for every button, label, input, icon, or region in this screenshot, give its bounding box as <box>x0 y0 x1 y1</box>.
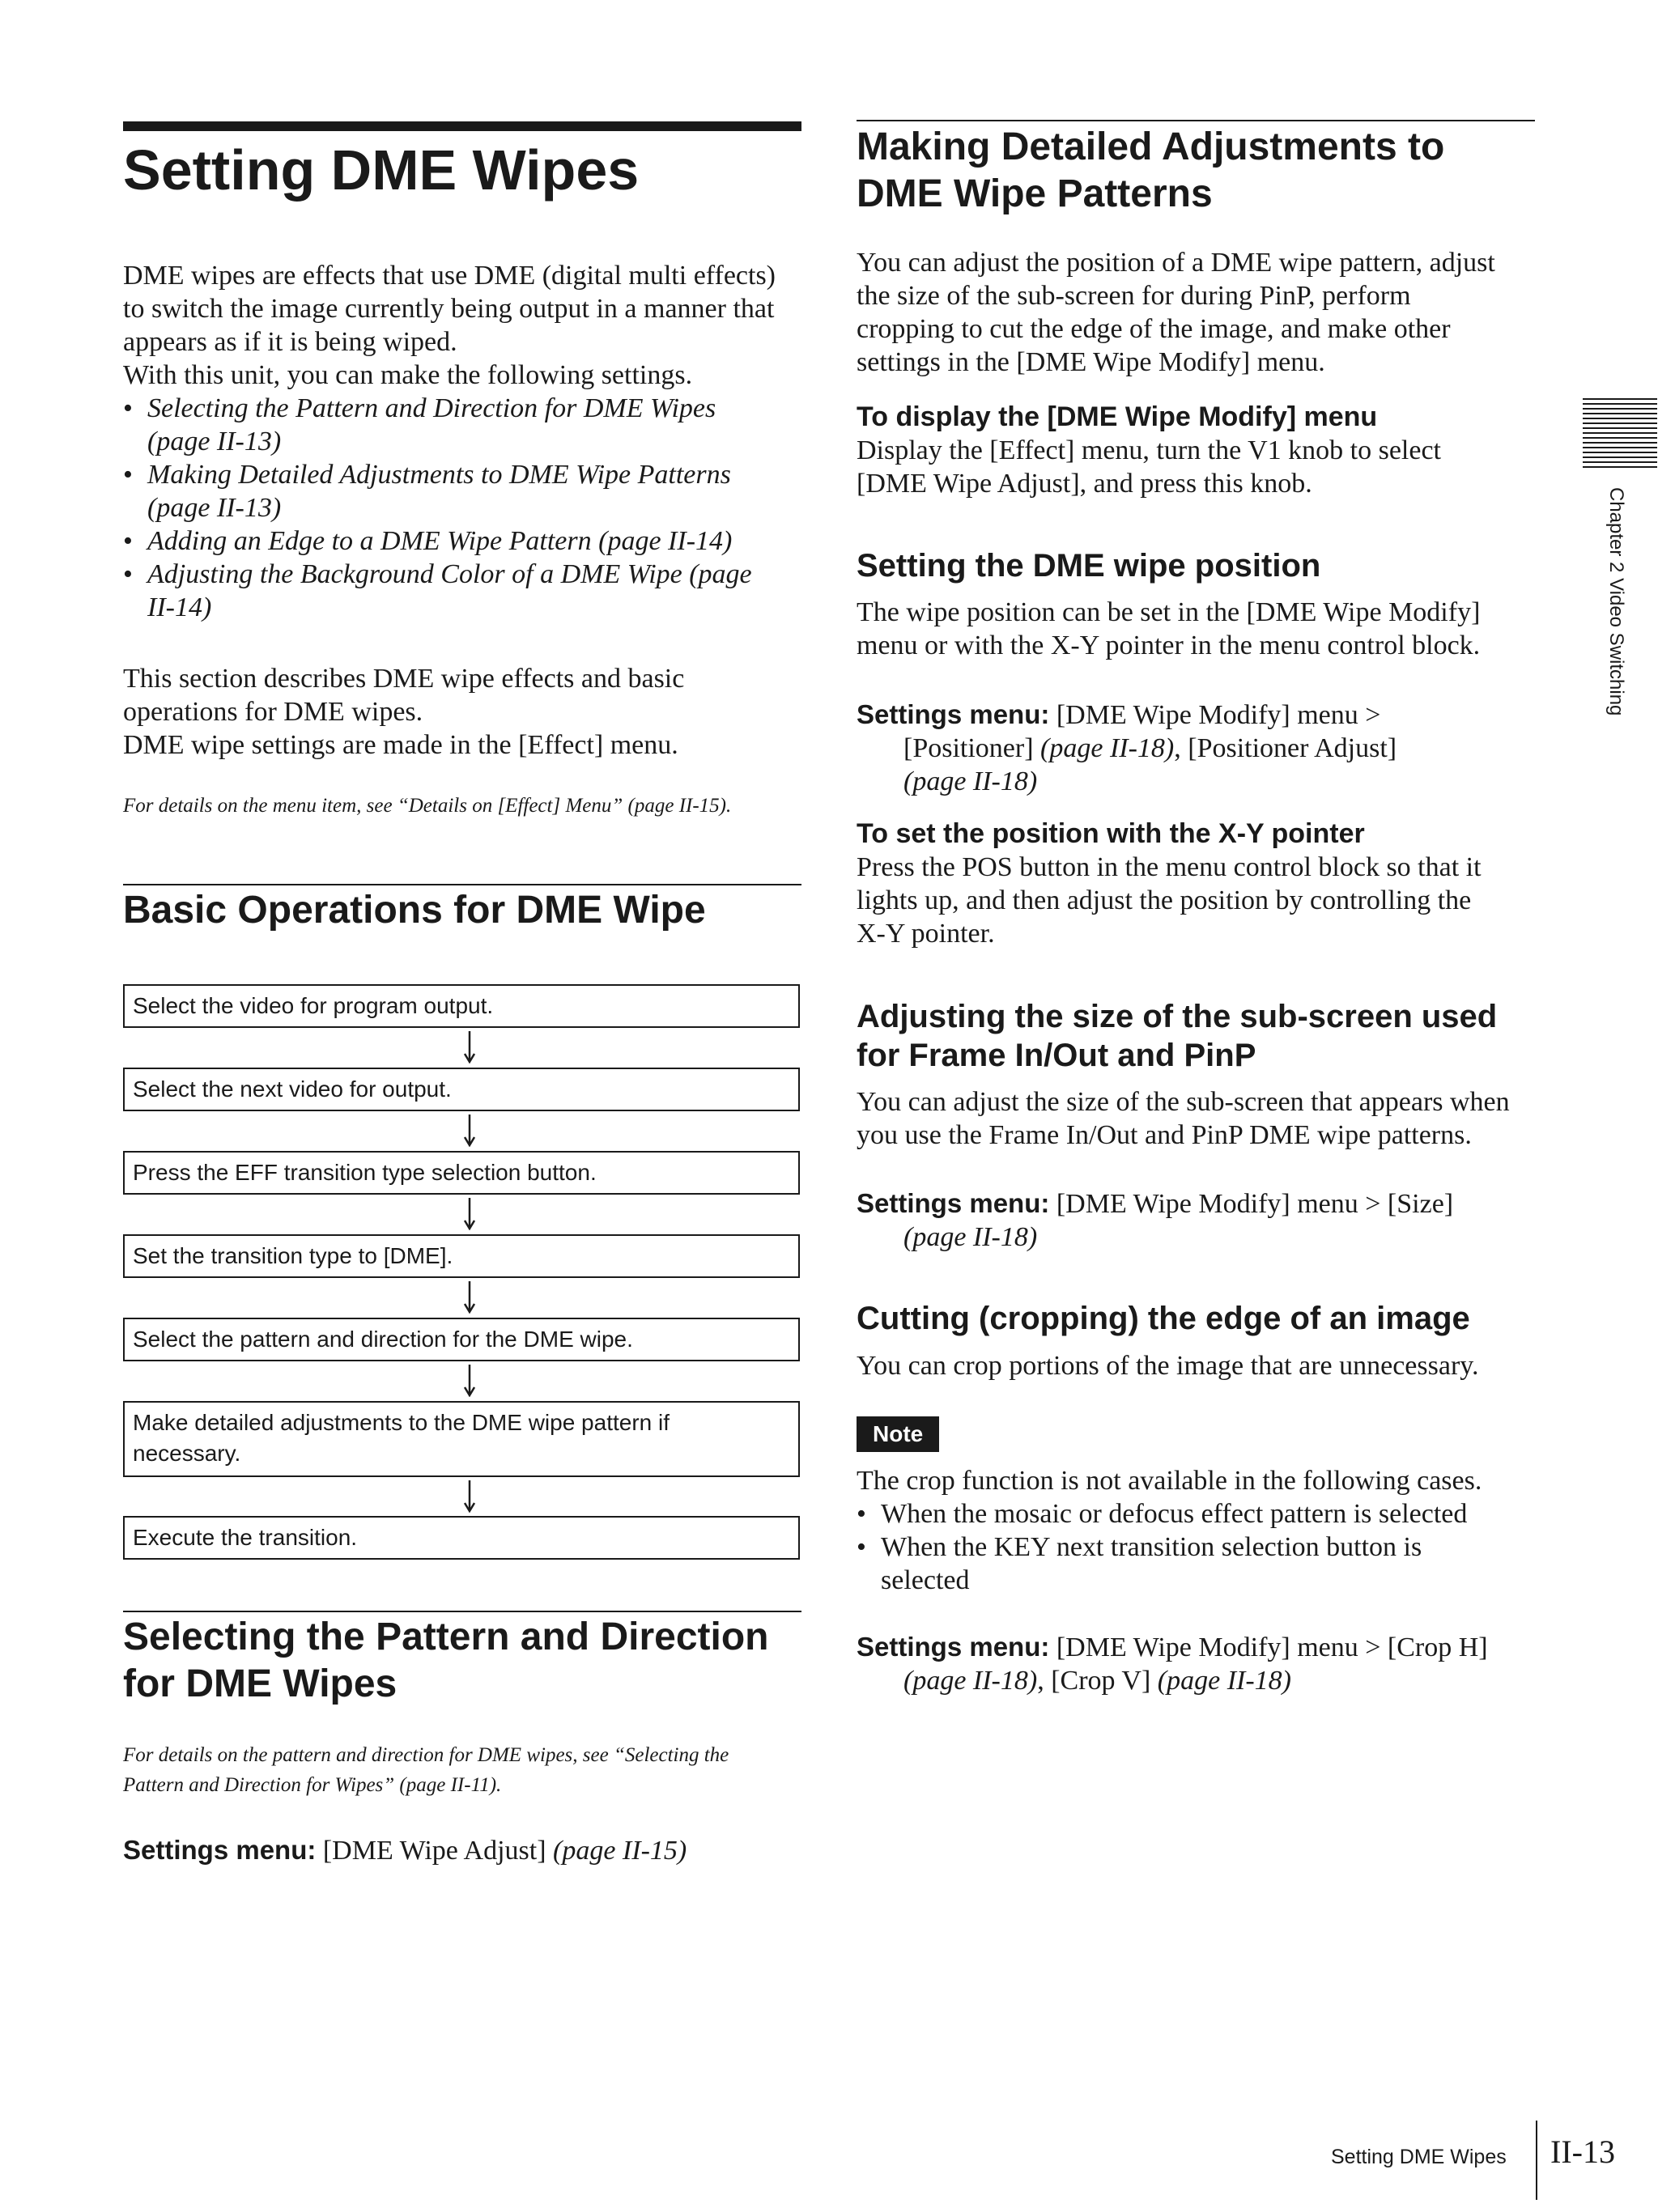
list-item: • When the KEY next transition selection button is selected <box>857 1531 1537 1597</box>
title-rule <box>123 121 801 131</box>
section-rule <box>857 120 1535 121</box>
page-number: II-13 <box>1550 2133 1615 2170</box>
subscreen-size-text: You can adjust the size of the sub-screen that appears when you use the Frame In/Out and PinP DME wipe patterns. <box>857 1087 1510 1150</box>
chapter-tab-label: Chapter 2 Video Switching <box>1605 487 1627 716</box>
note-list <box>857 1497 1537 1597</box>
arrow-down-icon <box>461 1114 478 1147</box>
list-item: • When the mosaic or defocus effect pattern is selected <box>857 1497 1537 1531</box>
detailed-adjustments-heading: Making Detailed Adjustments to DME Wipe Patterns <box>857 125 1445 215</box>
crop-heading: Cutting (cropping) the edge of an image <box>857 1301 1470 1336</box>
adjustments-intro: You can adjust the position of a DME wipe pattern, adjust the size of the sub-screen for during PinP, perform cropping to cut the edge of the image, and make other settings in the [DME Wipe Modify] menu. <box>857 248 1495 377</box>
select-pattern-heading: Selecting the Pattern and Direction for DME Wipes <box>123 1615 769 1705</box>
display-menu-heading: To display the [DME Wipe Modify] menu <box>857 401 1378 432</box>
list-item[interactable]: • Making Detailed Adjustments to DME Wipe Patterns (page II-13) <box>123 458 803 524</box>
arrow-down-icon <box>461 1031 478 1064</box>
select-settings-menu: Settings menu: [DME Wipe Adjust] (page II-15) <box>123 1835 687 1866</box>
list-item[interactable]: • Adjusting the Background Color of a DME Wipe (page II-14) <box>123 558 803 624</box>
flow-step-3: Press the EFF transition type selection button. <box>123 1151 800 1195</box>
chapter-tab-lines <box>1583 398 1657 468</box>
flow-step-4: Set the transition type to [DME]. <box>123 1234 800 1278</box>
footer-section-label: Setting DME Wipes <box>1331 2146 1507 2168</box>
arrow-down-icon <box>461 1281 478 1314</box>
position-settings-menu: Settings menu: [DME Wipe Modify] menu > [Positioner] (page II-18), [Positioner Adjust] (page II-18) <box>857 699 1397 796</box>
settings-list <box>123 392 803 624</box>
note-badge: Note <box>857 1416 939 1452</box>
display-menu-text: Display the [Effect] menu, turn the V1 knob to select [DME Wipe Adjust], and press this knob. <box>857 435 1442 499</box>
details-note: For details on the menu item, see “Details on [Effect] Menu” (page II-15). <box>123 795 732 817</box>
intro-paragraph: DME wipes are effects that use DME (digital multi effects) to switch the image currently being output in a manner that appears as if it is being wiped. With this unit, you can make the following settings. <box>123 261 776 390</box>
flow-step-2: Select the next video for output. <box>123 1068 800 1111</box>
flow-step-1: Select the video for program output. <box>123 984 800 1028</box>
arrow-down-icon <box>461 1480 478 1513</box>
arrow-down-icon <box>461 1198 478 1230</box>
xy-pointer-heading: To set the position with the X-Y pointer <box>857 818 1365 849</box>
arrow-down-icon <box>461 1365 478 1397</box>
note-text: The crop function is not available in the following cases. <box>857 1466 1482 1496</box>
flow-step-5: Select the pattern and direction for the DME wipe. <box>123 1318 800 1361</box>
basic-operations-heading: Basic Operations for DME Wipe <box>123 889 706 932</box>
list-item[interactable]: • Selecting the Pattern and Direction for DME Wipes (page II-13) <box>123 392 803 458</box>
select-pattern-note: For details on the pattern and direction for DME wipes, see “Selecting the Pattern and Direction for Wipes” (page II-11). <box>123 1744 729 1796</box>
section-rule <box>123 1611 801 1612</box>
size-settings-menu: Settings menu: [DME Wipe Modify] menu > [Size] (page II-18) <box>857 1188 1454 1252</box>
xy-pointer-text: Press the POS button in the menu control block so that it lights up, and then adjust the position by controlling the X-Y pointer. <box>857 852 1482 949</box>
flow-step-6: Make detailed adjustments to the DME wipe pattern if necessary. <box>123 1401 800 1477</box>
wipe-position-heading: Setting the DME wipe position <box>857 548 1321 584</box>
wipe-position-text: The wipe position can be set in the [DME Wipe Modify] menu or with the X-Y pointer in the menu control block. <box>857 597 1481 660</box>
section-rule <box>123 884 801 885</box>
subscreen-size-heading: Adjusting the size of the sub-screen used for Frame In/Out and PinP <box>857 999 1498 1073</box>
flow-step-7: Execute the transition. <box>123 1516 800 1560</box>
crop-settings-menu: Settings menu: [DME Wipe Modify] menu > [Crop H] (page II-18), [Crop V] (page II-18) <box>857 1632 1488 1696</box>
list-item[interactable]: • Adding an Edge to a DME Wipe Pattern (page II-14) <box>123 524 803 558</box>
page-title: Setting DME Wipes <box>123 138 640 202</box>
footer-divider <box>1536 2121 1537 2200</box>
crop-text: You can crop portions of the image that are unnecessary. <box>857 1351 1479 1381</box>
section-description: This section describes DME wipe effects and basic operations for DME wipes. DME wipe settings are made in the [Effect] menu. <box>123 664 685 760</box>
